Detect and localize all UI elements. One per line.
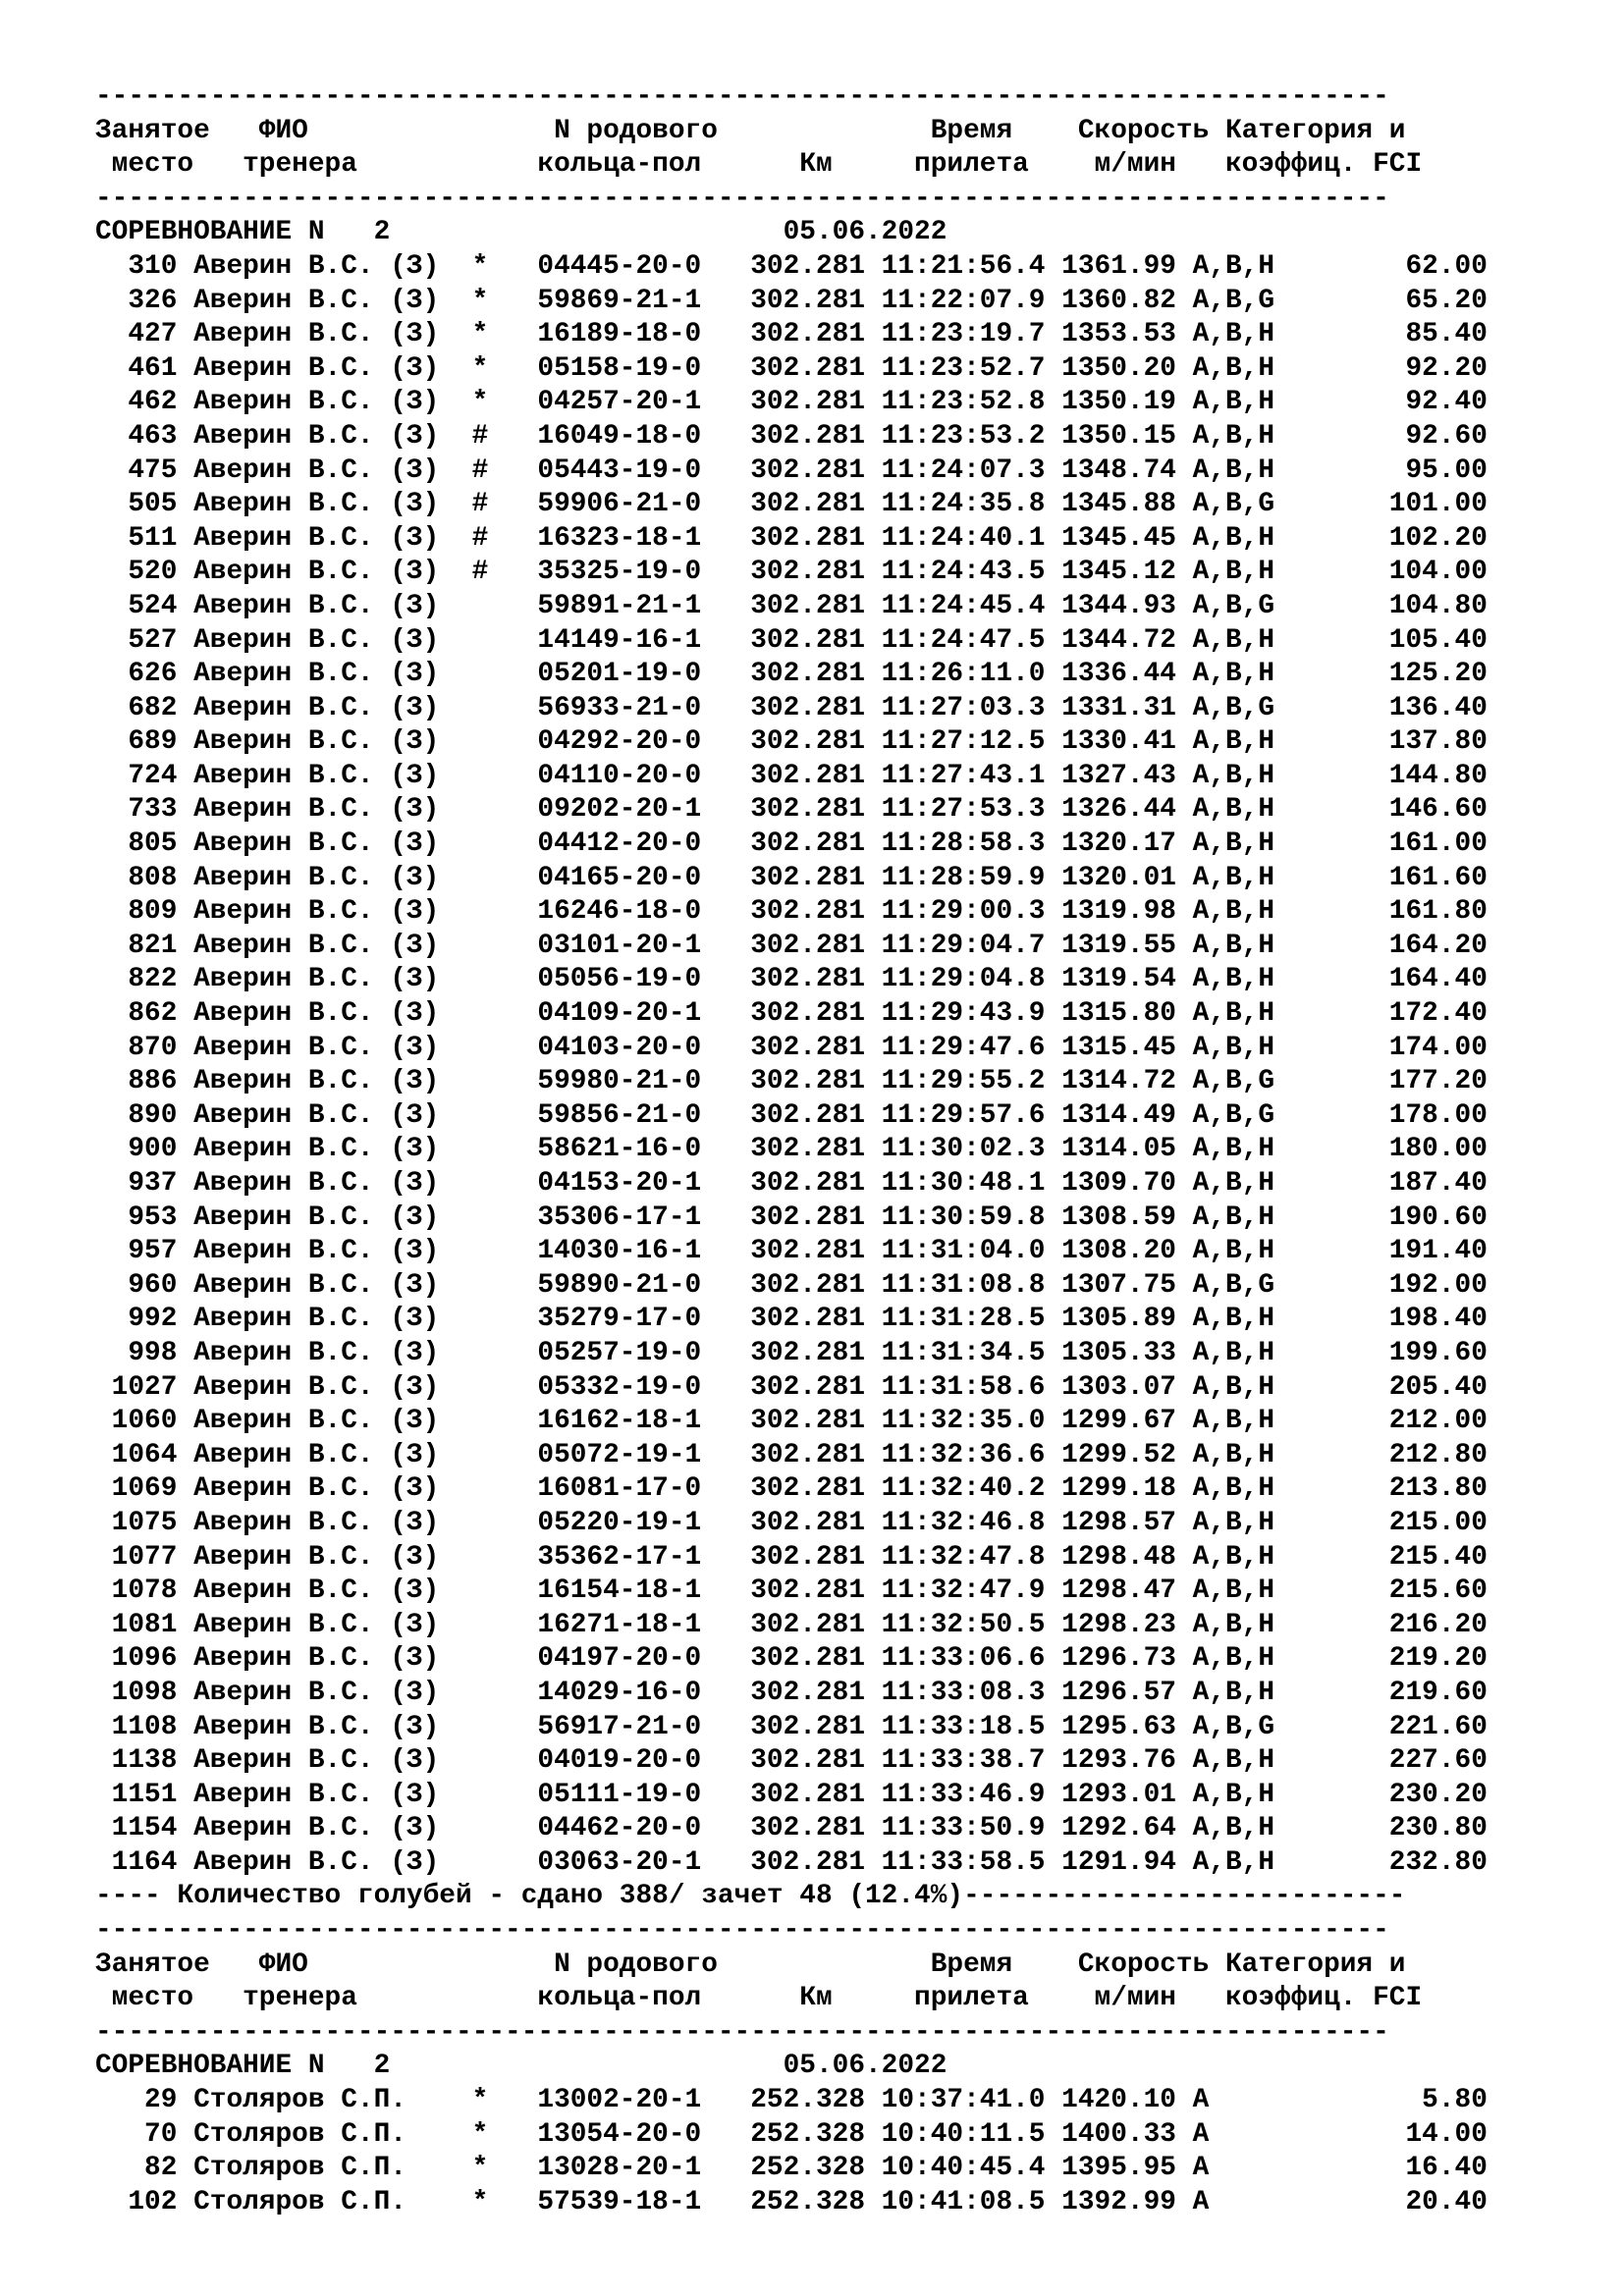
separator-rule: ------------------------------------------------------------------------------- (95, 1915, 1389, 1947)
table-row: 953 Аверин В.С. (З) 35306-17-1 302.281 11:30:59.8 1308.59 A,B,H 190.60 (95, 1201, 1488, 1233)
column-header-line-1: Занятое ФИО N родового Время Скорость Категория и (95, 1949, 1406, 1980)
table-row: 524 Аверин В.С. (З) 59891-21-1 302.281 11:24:45.4 1344.93 A,B,G 104.80 (95, 590, 1488, 621)
column-header-line-2: место тренера кольца-пол Км прилета м/мин коэффиц. FCI (95, 1983, 1423, 2014)
table-row: 890 Аверин В.С. (З) 59856-21-0 302.281 11:29:57.6 1314.49 A,B,G 178.00 (95, 1099, 1488, 1131)
table-row: 689 Аверин В.С. (З) 04292-20-0 302.281 11:27:12.5 1330.41 A,B,H 137.80 (95, 726, 1488, 758)
table-row: 626 Аверин В.С. (З) 05201-19-0 302.281 11:26:11.0 1336.44 A,B,H 125.20 (95, 659, 1488, 690)
table-row: 1108 Аверин В.С. (З) 56917-21-0 302.281 11:33:18.5 1295.63 A,B,G 221.60 (95, 1711, 1488, 1742)
table-row: 475 Аверин В.С. (З) # 05443-19-0 302.281 11:24:07.3 1348.74 A,B,H 95.00 (95, 454, 1488, 486)
table-row: 1164 Аверин В.С. (З) 03063-20-1 302.281 11:33:58.5 1291.94 A,B,H 232.80 (95, 1846, 1488, 1878)
table-row: 1096 Аверин В.С. (З) 04197-20-0 302.281 11:33:06.6 1296.73 A,B,H 219.20 (95, 1643, 1488, 1675)
table-row: 724 Аверин В.С. (З) 04110-20-0 302.281 11:27:43.1 1327.43 A,B,H 144.80 (95, 760, 1488, 791)
results-rows (95, 250, 1578, 1881)
column-header-line-1: Занятое ФИО N родового Время Скорость Категория и (95, 115, 1406, 146)
results-block-stolyarov (95, 1914, 1578, 2219)
table-row: 870 Аверин В.С. (З) 04103-20-0 302.281 11:29:47.6 1315.45 A,B,H 174.00 (95, 1032, 1488, 1063)
table-row: 733 Аверин В.С. (З) 09202-20-1 302.281 11:27:53.3 1326.44 A,B,H 146.60 (95, 794, 1488, 826)
separator-rule: ------------------------------------------------------------------------------- (95, 183, 1389, 214)
competition-heading: СОРЕВНОВАНИЕ N 2 05.06.2022 (95, 217, 947, 248)
table-row: 1027 Аверин В.С. (З) 05332-19-0 302.281 11:31:58.6 1303.07 A,B,H 205.40 (95, 1371, 1488, 1403)
table-row: 805 Аверин В.С. (З) 04412-20-0 302.281 11:28:58.3 1320.17 A,B,H 161.00 (95, 828, 1488, 860)
results-rows (95, 2084, 1578, 2219)
column-header-line-2: место тренера кольца-пол Км прилета м/мин коэффиц. FCI (95, 149, 1423, 181)
table-row: 326 Аверин В.С. (З) * 59869-21-1 302.281 11:22:07.9 1360.82 A,B,G 65.20 (95, 285, 1488, 316)
competition-heading: СОРЕВНОВАНИЕ N 2 05.06.2022 (95, 2051, 947, 2082)
table-row: 1064 Аверин В.С. (З) 05072-19-1 302.281 11:32:36.6 1299.52 A,B,H 212.80 (95, 1439, 1488, 1470)
table-row: 957 Аверин В.С. (З) 14030-16-1 302.281 11:31:04.0 1308.20 A,B,H 191.40 (95, 1236, 1488, 1267)
table-row: 886 Аверин В.С. (З) 59980-21-0 302.281 11:29:55.2 1314.72 A,B,G 177.20 (95, 1066, 1488, 1097)
table-row: 70 Столяров С.П. * 13054-20-0 252.328 10:40:11.5 1400.33 A 14.00 (95, 2118, 1488, 2150)
table-row: 992 Аверин В.С. (З) 35279-17-0 302.281 11:31:28.5 1305.89 A,B,H 198.40 (95, 1304, 1488, 1335)
table-row: 682 Аверин В.С. (З) 56933-21-0 302.281 11:27:03.3 1331.31 A,B,G 136.40 (95, 692, 1488, 723)
table-row: 900 Аверин В.С. (З) 58621-16-0 302.281 11:30:02.3 1314.05 A,B,H 180.00 (95, 1134, 1488, 1165)
table-row: 1098 Аверин В.С. (З) 14029-16-0 302.281 11:33:08.3 1296.57 A,B,H 219.60 (95, 1677, 1488, 1708)
table-row: 1151 Аверин В.С. (З) 05111-19-0 302.281 11:33:46.9 1293.01 A,B,H 230.20 (95, 1779, 1488, 1810)
table-row: 960 Аверин В.С. (З) 59890-21-0 302.281 11:31:08.8 1307.75 A,B,G 192.00 (95, 1269, 1488, 1301)
table-row: 461 Аверин В.С. (З) * 05158-19-0 302.281 11:23:52.7 1350.20 A,B,H 92.20 (95, 352, 1488, 384)
table-row: 937 Аверин В.С. (З) 04153-20-1 302.281 11:30:48.1 1309.70 A,B,H 187.40 (95, 1168, 1488, 1199)
table-row: 29 Столяров С.П. * 13002-20-1 252.328 10:37:41.0 1420.10 A 5.80 (95, 2085, 1488, 2116)
results-document (95, 80, 1578, 2219)
table-row: 505 Аверин В.С. (З) # 59906-21-0 302.281 11:24:35.8 1345.88 A,B,G 101.00 (95, 489, 1488, 520)
table-row: 102 Столяров С.П. * 57539-18-1 252.328 10:41:08.5 1392.99 A 20.40 (95, 2186, 1488, 2217)
table-row: 462 Аверин В.С. (З) * 04257-20-1 302.281 11:23:52.8 1350.19 A,B,H 92.40 (95, 387, 1488, 418)
table-row: 821 Аверин В.С. (З) 03101-20-1 302.281 11:29:04.7 1319.55 A,B,H 164.20 (95, 930, 1488, 961)
table-row: 310 Аверин В.С. (З) * 04445-20-0 302.281 11:21:56.4 1361.99 A,B,H 62.00 (95, 250, 1488, 282)
pigeon-count-summary: ---- Количество голубей - сдано 388/ зачет 48 (12.4%)--------------------------- (95, 1881, 1406, 1912)
table-row: 1154 Аверин В.С. (З) 04462-20-0 302.281 11:33:50.9 1292.64 A,B,H 230.80 (95, 1813, 1488, 1844)
table-row: 527 Аверин В.С. (З) 14149-16-1 302.281 11:24:47.5 1344.72 A,B,H 105.40 (95, 624, 1488, 656)
table-row: 1078 Аверин В.С. (З) 16154-18-1 302.281 11:32:47.9 1298.47 A,B,H 215.60 (95, 1575, 1488, 1607)
table-row: 1077 Аверин В.С. (З) 35362-17-1 302.281 11:32:47.8 1298.48 A,B,H 215.40 (95, 1541, 1488, 1573)
table-row: 822 Аверин В.С. (З) 05056-19-0 302.281 11:29:04.8 1319.54 A,B,H 164.40 (95, 964, 1488, 995)
table-row: 463 Аверин В.С. (З) # 16049-18-0 302.281 11:23:53.2 1350.15 A,B,H 92.60 (95, 420, 1488, 452)
separator-rule: ------------------------------------------------------------------------------- (95, 2016, 1389, 2048)
table-row: 1075 Аверин В.С. (З) 05220-19-1 302.281 11:32:46.8 1298.57 A,B,H 215.00 (95, 1507, 1488, 1538)
table-row: 808 Аверин В.С. (З) 04165-20-0 302.281 11:28:59.9 1320.01 A,B,H 161.60 (95, 862, 1488, 893)
table-row: 1060 Аверин В.С. (З) 16162-18-1 302.281 11:32:35.0 1299.67 A,B,H 212.00 (95, 1406, 1488, 1437)
table-row: 511 Аверин В.С. (З) # 16323-18-1 302.281 11:24:40.1 1345.45 A,B,H 102.20 (95, 522, 1488, 554)
table-row: 809 Аверин В.С. (З) 16246-18-0 302.281 11:29:00.3 1319.98 A,B,H 161.80 (95, 896, 1488, 928)
table-row: 1138 Аверин В.С. (З) 04019-20-0 302.281 11:33:38.7 1293.76 A,B,H 227.60 (95, 1745, 1488, 1777)
table-row: 1081 Аверин В.С. (З) 16271-18-1 302.281 11:32:50.5 1298.23 A,B,H 216.20 (95, 1609, 1488, 1640)
table-row: 82 Столяров С.П. * 13028-20-1 252.328 10:40:45.4 1395.95 A 16.40 (95, 2153, 1488, 2184)
results-block-averin (95, 80, 1578, 1914)
table-row: 520 Аверин В.С. (З) # 35325-19-0 302.281 11:24:43.5 1345.12 A,B,H 104.00 (95, 557, 1488, 588)
table-row: 862 Аверин В.С. (З) 04109-20-1 302.281 11:29:43.9 1315.80 A,B,H 172.40 (95, 998, 1488, 1030)
table-row: 998 Аверин В.С. (З) 05257-19-0 302.281 11:31:34.5 1305.33 A,B,H 199.60 (95, 1337, 1488, 1368)
separator-rule: ------------------------------------------------------------------------------- (95, 81, 1389, 112)
table-row: 1069 Аверин В.С. (З) 16081-17-0 302.281 11:32:40.2 1299.18 A,B,H 213.80 (95, 1473, 1488, 1505)
table-row: 427 Аверин В.С. (З) * 16189-18-0 302.281 11:23:19.7 1353.53 A,B,H 85.40 (95, 319, 1488, 350)
